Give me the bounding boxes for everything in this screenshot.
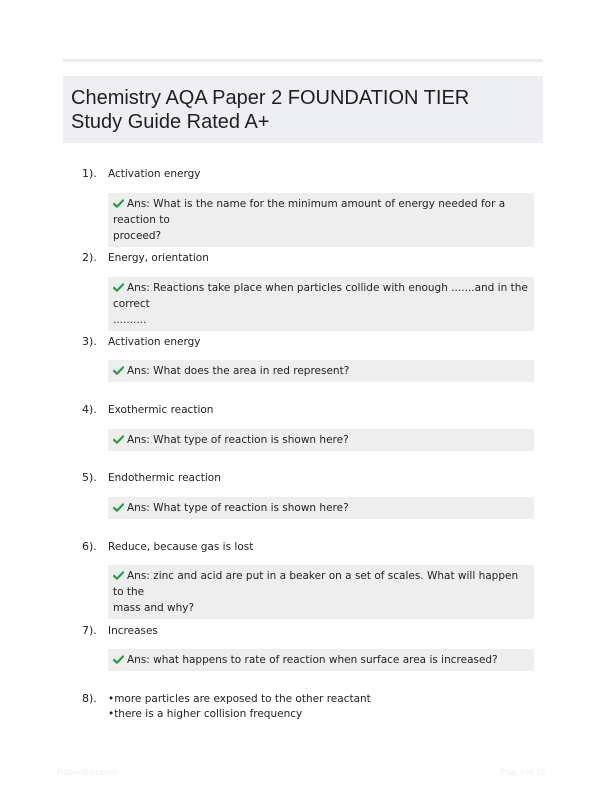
page-number: Page 1 of 12 [500,767,546,777]
answer-text: Ans: zinc and acid are put in a beaker on a set of scales. What will happen to the [113,570,519,598]
answer-box-5 [108,497,534,519]
answer-text: Ans: What is the name for the minimum amount of energy needed for a reaction to [113,198,506,226]
answer-text: Ans: What does the area in red represent? [127,365,350,377]
question-number: 3). [82,335,97,348]
answer-box-3 [108,360,534,382]
title-box [63,76,543,143]
check-icon [113,654,127,666]
question-number: 6). [82,540,97,553]
question-text: Reduce, because gas is lost [108,541,254,553]
answer-text-cont: mass and why? [113,602,195,614]
question-text: Activation energy [108,336,201,348]
answer-text-cont: proceed? [113,230,162,242]
check-icon [113,502,127,514]
question-number: 2). [82,251,97,264]
question-number: 7). [82,624,97,637]
question-text-line-2: •there is a higher collision frequency [108,708,303,720]
answer-box-2 [108,277,534,331]
check-icon [113,434,127,446]
question-number: 4). [82,403,97,416]
check-icon [113,282,127,294]
answer-text: Ans: what happens to rate of reaction when surface area is increased? [127,654,498,666]
check-icon [113,198,127,210]
footer-watermark: Paperfiber.com [57,767,118,777]
question-text: Endothermic reaction [108,472,221,484]
page-title-line-2: Study Guide Rated A+ [71,111,270,133]
answer-box-4 [108,429,534,451]
question-text: Increases [108,625,158,637]
question-number: 1). [82,167,97,180]
answer-box-1 [108,193,534,247]
check-icon [113,570,127,582]
check-icon [113,365,127,377]
answer-text: Ans: What type of reaction is shown here? [127,502,349,514]
question-text: Activation energy [108,168,201,180]
page-title-line-1: Chemistry AQA Paper 2 FOUNDATION TIER [71,87,470,109]
question-text: Energy, orientation [108,252,209,264]
question-number: 5). [82,471,97,484]
answer-text: Ans: What type of reaction is shown here? [127,434,349,446]
answer-box-7 [108,649,534,671]
answer-text: Ans: Reactions take place when particles collide with enough .......and in the correct [113,282,528,310]
top-divider [63,59,543,62]
answer-box-6 [108,565,534,619]
question-text: Exothermic reaction [108,404,214,416]
answer-text-cont: .......... [113,314,147,326]
question-number: 8). [82,692,97,705]
question-text-line-1: •more particles are exposed to the other reactant [108,693,371,705]
